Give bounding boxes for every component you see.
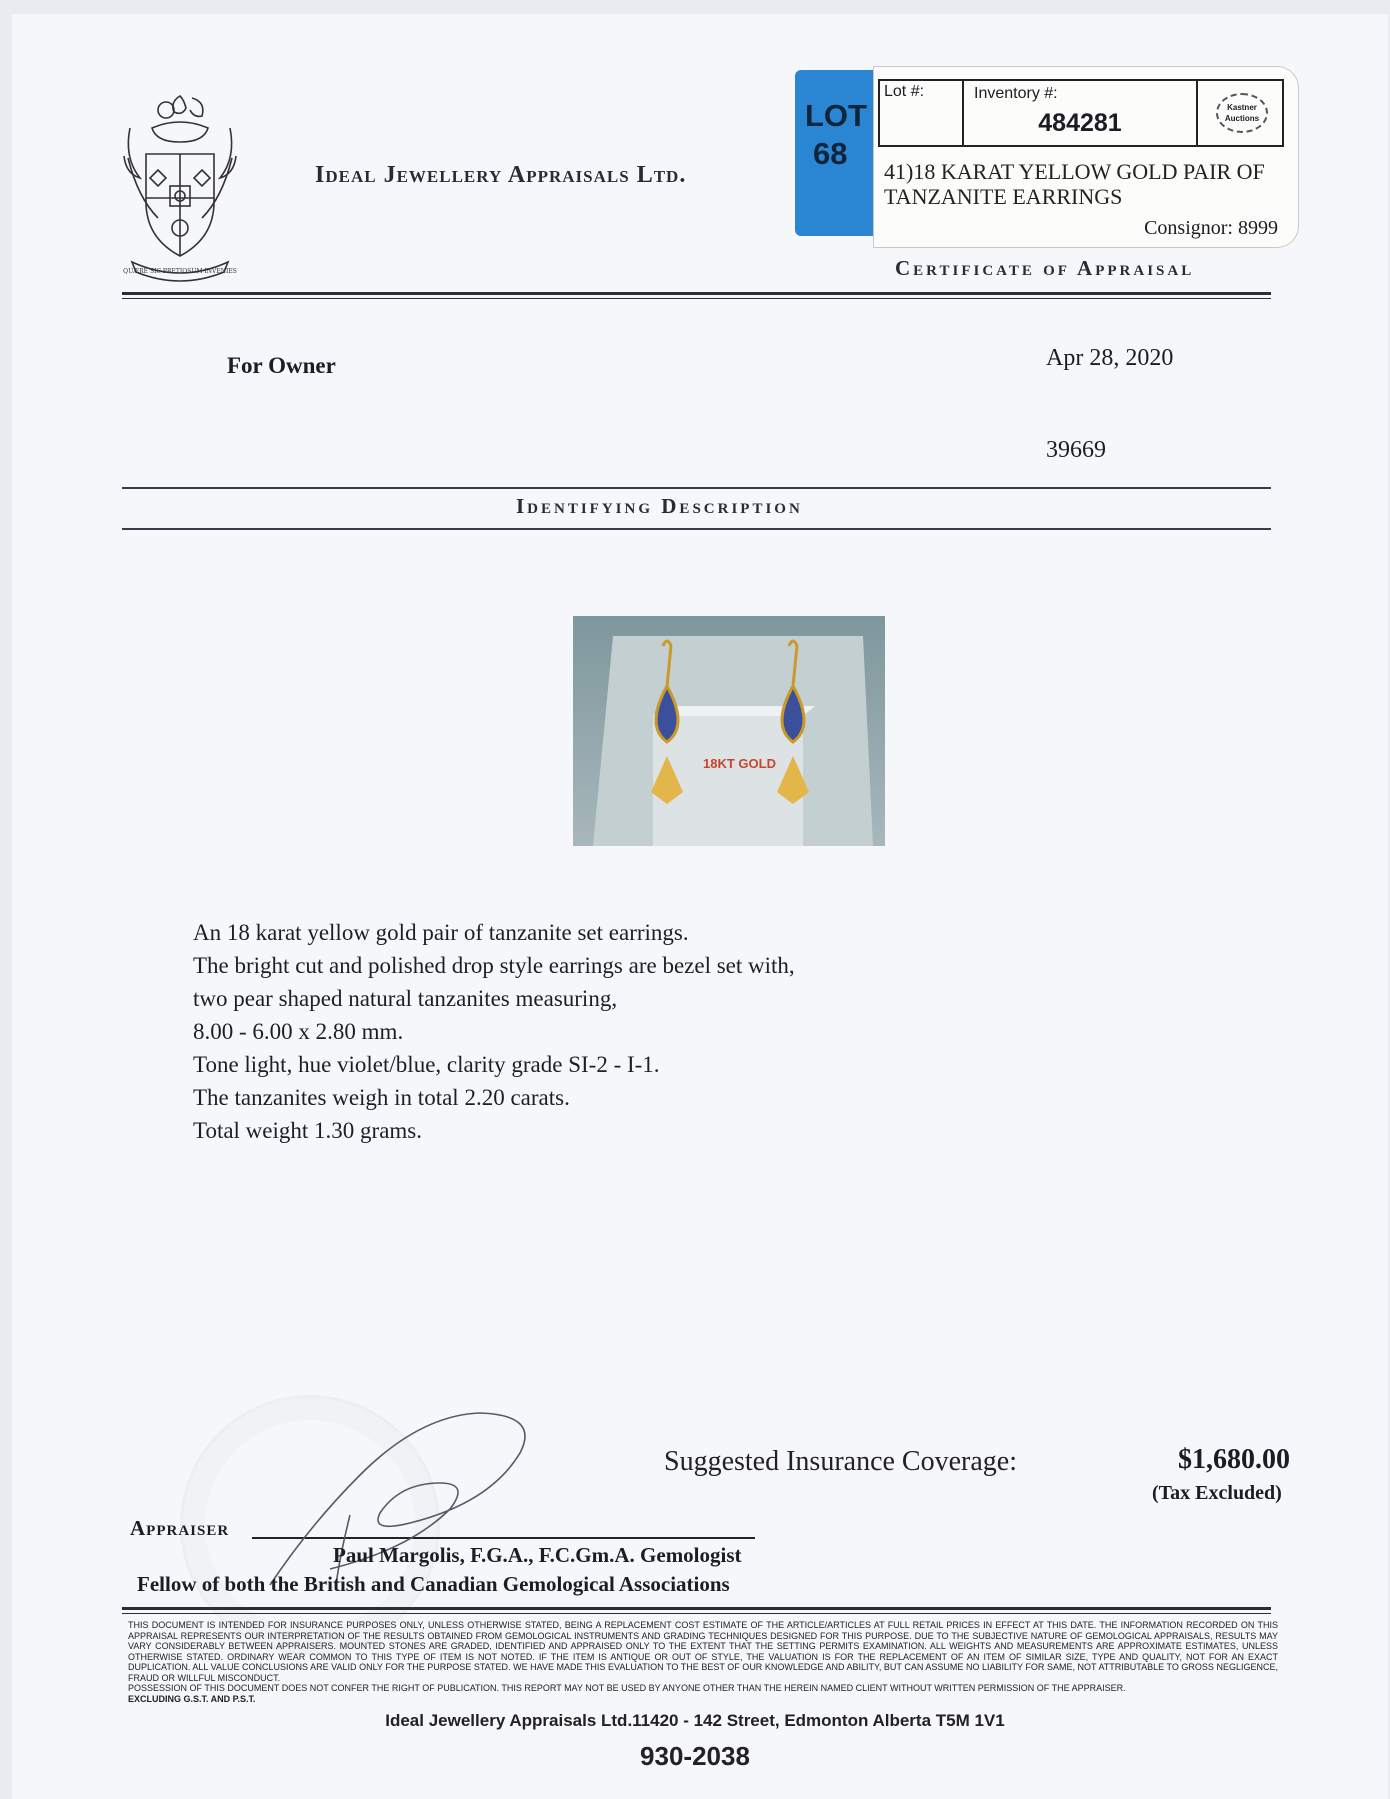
description-line: two pear shaped natural tanzanites measuring,	[193, 986, 618, 1011]
lot-title-line1: 41)18 KARAT YELLOW GOLD PAIR OF	[884, 159, 1265, 184]
reference-number: 39669	[1046, 437, 1106, 463]
identifying-description-title: Identifying Description	[516, 494, 803, 518]
disclaimer-publication: POSSESSION OF THIS DOCUMENT DOES NOT CONFER THE RIGHT OF PUBLICATION. THIS REPORT MAY NOT BE USED BY ANYONE OTHER THAN THE HEREIN NAMED CLIENT WITHOUT WRITTEN PERMISSION OF THE APPRAISER.	[128, 1683, 1126, 1693]
description-line: An 18 karat yellow gold pair of tanzanite set earrings.	[193, 920, 689, 945]
item-description	[193, 916, 795, 1147]
appraisal-date: Apr 28, 2020	[1046, 345, 1174, 371]
disclaimer	[128, 1620, 1278, 1704]
header-divider	[122, 292, 1271, 295]
box-label: 18KT GOLD	[703, 756, 776, 771]
company-name: Ideal Jewellery Appraisals Ltd.	[315, 162, 687, 188]
description-line: The tanzanites weigh in total 2.20 carats.	[193, 1085, 570, 1110]
lot-title	[884, 159, 1265, 209]
certificate-title: Certificate of Appraisal	[895, 256, 1195, 280]
description-line: Total weight 1.30 grams.	[193, 1118, 422, 1143]
consignor: Consignor: 8999	[1144, 217, 1278, 239]
lot-tag	[795, 70, 875, 236]
footer-divider	[122, 1607, 1271, 1610]
disclaimer-text: THIS DOCUMENT IS INTENDED FOR INSURANCE PURPOSES ONLY, UNLESS OTHERWISE STATED, BEING A REPLACEMENT COST ESTIMATE OF THE ARTICLE/ARTICLES AT FULL RETAIL PRICES IN EFFECT AT THIS DATE. THE INFORMATION RECORDED ON THIS APPRAISAL REPRESENTS OUR INTERPRETATION OF THE RESULTS OBTAINED FROM GEMOLOGICAL INSTRUMENTS AND GRADING TECHNIQUES DESIGNED FOR THIS PURPOSE. DUE TO THE SUBJECTIVE NATURE OF GEMOLOGICAL APPRAISALS, RESULTS MAY VARY CONSIDERABLY BETWEEN APPRAISERS. MOUNTED STONES ARE GRADED, IDENTIFIED AND APPRAISED ONLY TO THE EXTENT THAT THE SETTING PERMITS EXAMINATION. ALL WEIGHTS AND MEASUREMENTS ARE APPROXIMATE ESTIMATES, UNLESS OTHERWISE STATED. ORDINARY WEAR COMMON TO THIS TYPE OF ITEM IS NOT NOTED. IF THE ITEM IS ANTIQUE OR OUT OF STYLE, THE VALUATION IS FOR THE REPLACEMENT OF AN ITEM OF SIMILAR SIZE, TYPE AND QUALITY, NOT FOR AN EXACT DUPLICATION. ALL VALUE CONCLUSIONS ARE VALID ONLY FOR THE PURPOSE STATED. WE HAVE MADE THIS EVALUATION TO THE BEST OF OUR KNOWLEDGE AND ABILITY, BUT CAN ASSUME NO LIABILITY FOR SAME, NOT ATTRIBUTABLE TO GROSS NEGLIGENCE, FRAUD OR WILLFUL MISCONDUCT.	[128, 1620, 1278, 1683]
auction-label	[873, 66, 1299, 248]
appraiser-label: Appraiser	[130, 1516, 230, 1540]
description-line: Tone light, hue violet/blue, clarity grade SI-2 - I-1.	[193, 1052, 660, 1077]
earrings-illustration	[573, 616, 885, 846]
description-line: The bright cut and polished drop style earrings are bezel set with,	[193, 953, 795, 978]
owner-line: For Owner	[227, 353, 336, 378]
appraiser-name: Paul Margolis, F.G.A., F.C.Gm.A. Gemologist	[333, 1543, 742, 1567]
earrings-photo	[573, 616, 885, 846]
inventory-cell	[962, 81, 1196, 145]
description-line: 8.00 - 6.00 x 2.80 mm.	[193, 1019, 404, 1044]
inventory-label: Inventory #:	[974, 85, 1058, 102]
footer-phone: 930-2038	[640, 1741, 750, 1771]
auction-logo-cell	[1196, 81, 1284, 145]
disclaimer-tax: EXCLUDING G.S.T. AND P.S.T.	[128, 1693, 256, 1704]
auction-logo: Kastner Auctions	[1216, 93, 1268, 133]
lot-field-label: Lot #:	[878, 81, 962, 145]
coverage-value: $1,680.00	[1178, 1444, 1290, 1475]
coverage-label: Suggested Insurance Coverage:	[664, 1446, 1017, 1477]
lot-title-line2: TANZANITE EARRINGS	[884, 184, 1123, 209]
appraiser-credentials: Fellow of both the British and Canadian Gemological Associations	[137, 1572, 730, 1596]
auction-label-grid	[878, 79, 1284, 147]
coverage-tax-note: (Tax Excluded)	[1152, 1482, 1282, 1504]
coat-of-arms-icon	[122, 88, 238, 286]
section-divider-top	[122, 487, 1271, 489]
lot-word: LOT	[805, 98, 867, 133]
lot-number: 68	[813, 136, 848, 171]
footer-address: Ideal Jewellery Appraisals Ltd.11420 - 142 Street, Edmonton Alberta T5M 1V1	[385, 1711, 1005, 1730]
crest-motto: QUÆRE SIC PRETIOSUM INVENIES	[123, 268, 237, 275]
inventory-number: 484281	[1038, 109, 1122, 137]
section-divider-bottom	[122, 528, 1271, 530]
